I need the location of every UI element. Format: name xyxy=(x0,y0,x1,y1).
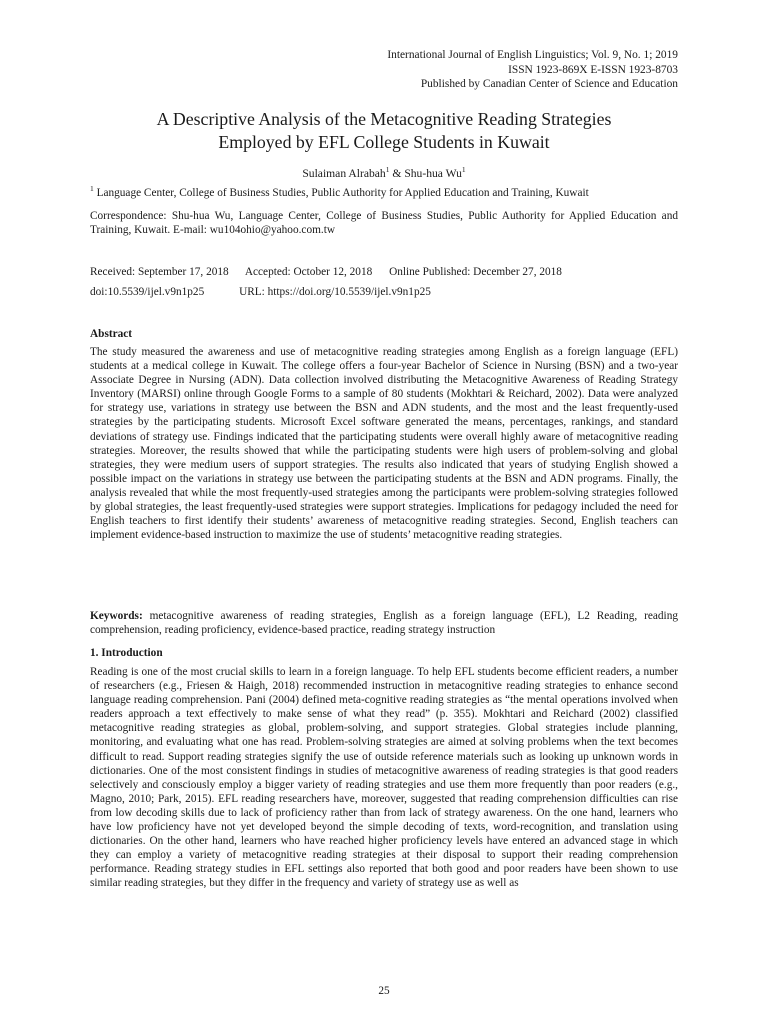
doi-url[interactable]: URL: https://doi.org/10.5539/ijel.v9n1p25 xyxy=(239,286,431,298)
keywords-text: metacognitive awareness of reading strategies, English as a foreign language (EFL), L2 Reading, reading comprehension, reading proficiency, evidence-based practice, reading strategy instruction xyxy=(90,610,678,637)
abstract-text: The study measured the awareness and use of metacognitive reading strategies among English as a foreign language (EFL) students at a medical college in Kuwait. The college offers a four-year Bachelor of Science in Nursing (BSN) and a two-year Associate Degree in Nursing (ADN). Data collection involved distributing the Metacognitive Awareness of Reading Strategy Inventory (MARSI) online through Google Forms to a sample of 80 students (Mokhtari & Reichard, 2002). Data were analyzed for strategy use, variations in strategy use between the BSN and ADN students, and the most and the least frequently-used strategies by the participating students. Microsoft Excel software generated the means, percentages, rankings, and standard deviations of strategy use. Findings indicated that the participating students were overall highly aware of metacognitive reading strategies. Moreover, the results showed that while the participating students were high users of problem-solving and global strategies, they were medium users of support strategies. The results also indicated that years of studying English showed a possible impact on the variations in strategy use between the participating students at the BSN and ADN programs. Finally, the analysis revealed that while the most frequently-used strategies among the participants were problem-solving strategies followed by global strategies, the least frequently-used strategies were support strategies. Implications for pedagogy included the need for English teachers to first identify their students’ awareness of metacognitive reading strategies. Second, English teachers can implement evidence-based instruction to maximize the use of students’ metacognitive reading strategies. xyxy=(90,346,678,542)
page-number: 25 xyxy=(378,985,390,997)
keywords-label: Keywords: xyxy=(90,610,143,622)
doi-text: doi:10.5539/ijel.v9n1p25 xyxy=(90,286,205,298)
journal-header xyxy=(387,48,678,92)
affiliation-text: Language Center, College of Business Studies, Public Authority for Applied Education and Training, Kuwait xyxy=(93,187,589,199)
introduction-heading: 1. Introduction xyxy=(90,647,163,659)
paper-title xyxy=(90,108,678,154)
author-list xyxy=(90,167,678,180)
affiliation-marker: 1 xyxy=(385,165,390,175)
keywords xyxy=(90,609,678,637)
affiliation-marker: 1 xyxy=(461,165,466,175)
author-separator: & xyxy=(389,167,405,180)
author-name: Sulaiman Alrabah xyxy=(302,167,386,180)
publication-dates xyxy=(90,265,678,279)
affiliation-marker: 1 xyxy=(90,184,94,194)
author-name: Shu-hua Wu xyxy=(404,167,462,180)
paper-title-line-2: Employed by EFL College Students in Kuwait xyxy=(218,132,550,152)
journal-issn: ISSN 1923-869X E-ISSN 1923-8703 xyxy=(508,63,678,76)
accepted-date: Accepted: October 12, 2018 xyxy=(244,266,373,278)
published-date: Online Published: December 27, 2018 xyxy=(389,266,562,278)
journal-publisher: Published by Canadian Center of Science and Education xyxy=(420,78,678,90)
received-date: Received: September 17, 2018 xyxy=(90,266,229,278)
abstract-heading: Abstract xyxy=(90,328,133,340)
correspondence: Correspondence: Shu-hua Wu, Language Center, College of Business Studies, Public Authority for Applied Education and Training, Kuwait. E-mail: wu104ohio@yahoo.com.tw xyxy=(90,210,678,237)
introduction-text: Reading is one of the most crucial skills to learn in a foreign language. To help EFL students become efficient readers, a number of researchers (e.g., Friesen & Haigh, 2018) recommended instruction in metacognitive reading strategies to enhance second language reading comprehension. Pani (2004) defined meta-cognitive reading strategies as “the mental operations involved when readers approach a text effectively to make sense of what they read” (p. 355). Mokhtari and Reichard (2002) classified metacognitive reading strategies as global, problem-solving, and support strategies. Global strategies include planning, monitoring, and evaluating what one has read. Problem-solving strategies are aimed at solving problems when the text becomes difficult to read. Support reading strategies signify the use of outside reference materials such as looking up unknown words in dictionaries. One of the most consistent findings in studies of metacognitive awareness of reading strategies is that good readers selectively and consciously employ a bigger variety of reading strategies and use them more frequently than poor readers (e.g., Magno, 2010; Park, 2015). EFL reading researchers have, moreover, suggested that reading comprehension difficulties can rise from low decoding skills due to lack of proficiency rather than from lack of strategy awareness. On the one hand, learners who have low proficiency have not yet developed beyond the simple decoding of texts, word-recognition, and translation using dictionaries. On the other hand, learners who have reached higher proficiency levels have entered an advanced stage in which they can employ a variety of metacognitive reading strategies at their disposal to support their reading comprehension performance. Reading strategy studies in EFL settings also reported that both good and poor readers have been shown to use similar reading strategies, but they differ in the frequency and variety of strategy use as well as xyxy=(90,666,678,890)
doi-line xyxy=(90,285,678,299)
affiliation xyxy=(90,186,678,200)
paper-title-line-1: A Descriptive Analysis of the Metacognitive Reading Strategies xyxy=(156,109,612,129)
journal-citation: International Journal of English Linguistics; Vol. 9, No. 1; 2019 xyxy=(387,49,678,61)
